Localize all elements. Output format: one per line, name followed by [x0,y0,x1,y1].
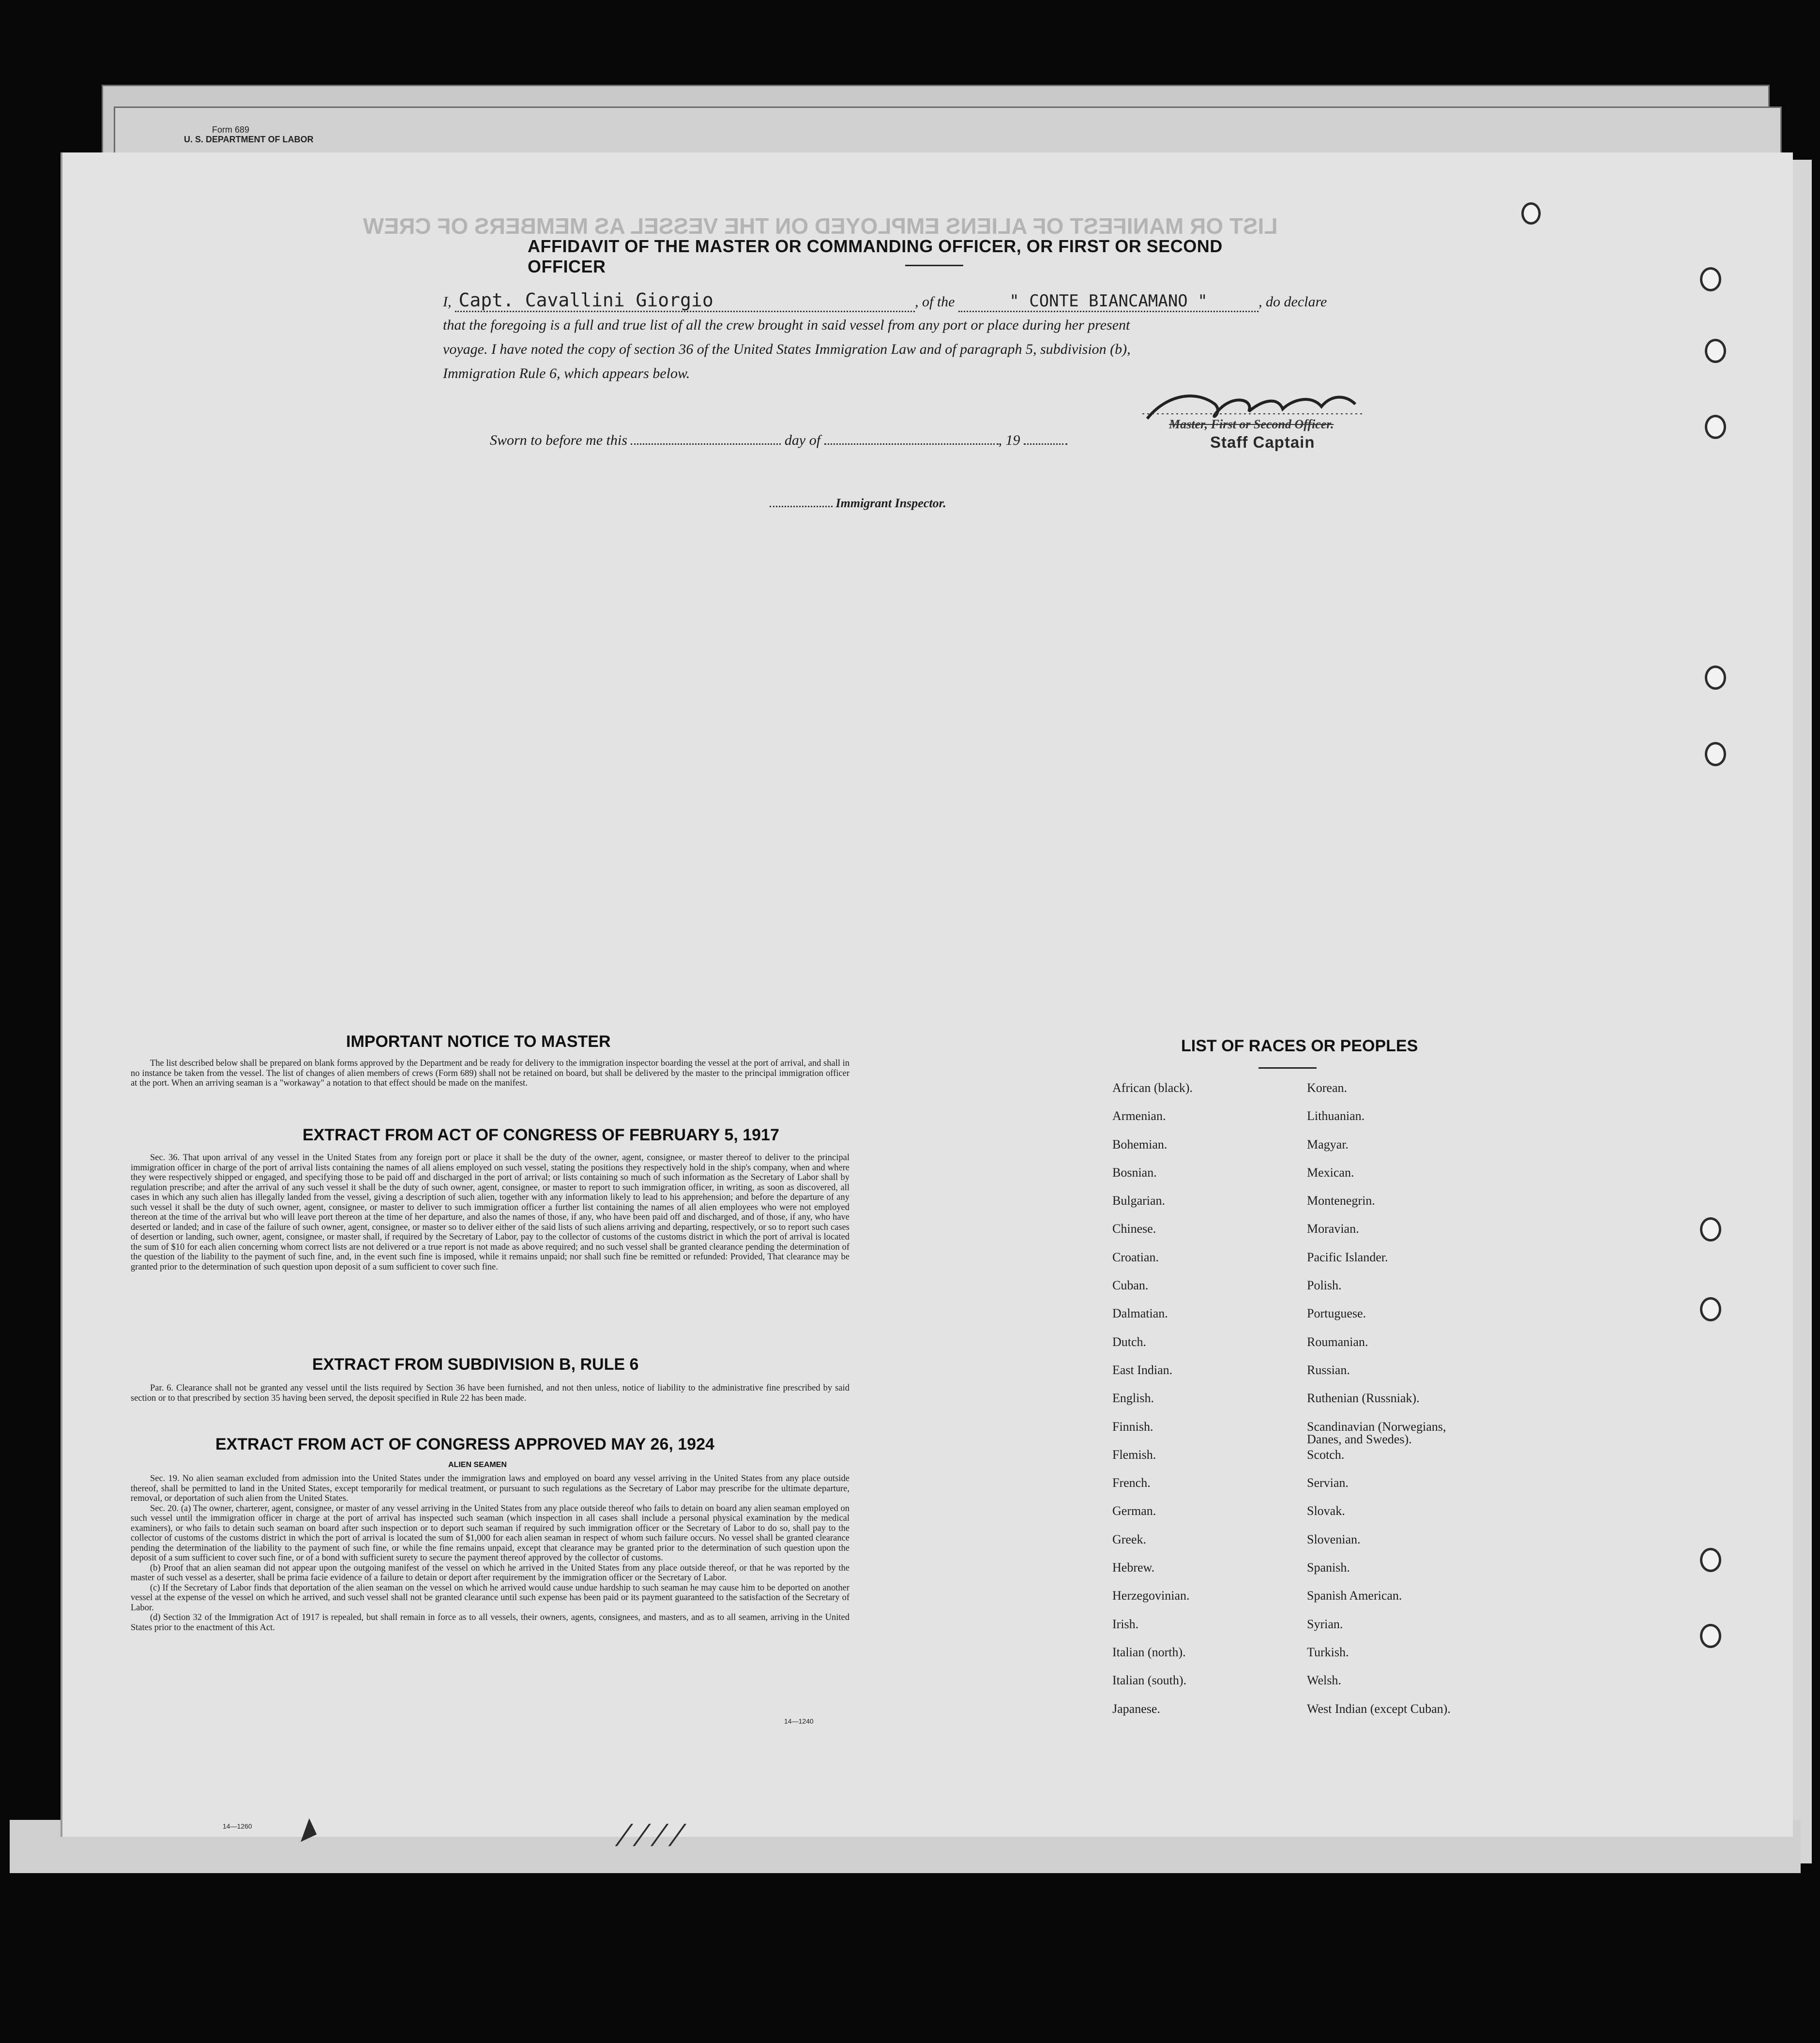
race-item: Bohemian. [1112,1137,1168,1151]
race-item: Hebrew. [1112,1560,1155,1575]
punch-hole [1700,1548,1721,1572]
sworn-day-field[interactable] [631,443,781,445]
do-declare-label: , do declare [1259,294,1327,310]
inspector-label: Immigrant Inspector. [835,496,946,510]
punch-hole [1705,415,1726,439]
bottom-tally-marks: / / / / [616,1819,685,1850]
extract-1924-body [131,1474,849,1633]
race-item: Portuguese. [1307,1306,1366,1321]
race-item: Greek. [1112,1532,1147,1546]
sworn-line [490,432,1067,449]
vessel-name: " CONTE BIANCAMANO " [1009,291,1208,311]
notice-text: The list described below shall be prepared on blank forms approved by the Department and be ready for delivery to the immigration inspector boarding the vessel at the port of arrival, and shall in no instance be taken from the vessel. The list of changes of alien members of crews (Form 689) shall not be retained on board, but shall be delivered by the master to the principal immigration officer at the port. When an arriving seaman is a "workaway" a notation to that effect should be made on the manifest. [131,1059,849,1088]
section-20b: (b) Proof that an alien seaman did not appear upon the outgoing manifest of the vessel on which he arrived in the United States from any place outside thereof, or that he was reported by the master of such vessel as a deserter, shall be prima facie evidence of a failure to detain or deport after requirement by the immigration officer or the Secretary of Labor. [131,1563,849,1583]
signer-caption: Master, First or Second Officer. [1169,417,1334,431]
section-20a: Sec. 20. (a) The owner, charterer, agent, consignee, or master of any vessel arriving in the United States from any place outside thereof who fails to detain on board any alien seaman employed on such vessel until the immigration officer in charge at the port of arrival has inspected such seaman (which inspection in all cases shall include a personal physical examination by the medical examiners), or who fails to detain such seaman on board after such inspection or to deport such seaman if required by such immigration officer or the Secretary of Labor to do so, shall pay to the collector of customs of the customs district in which the port of arrival is located the sum of $1,000 for each alien seaman in respect of whom such failure occurs. No vessel shall be granted clearance pending the determination of the liability to the payment of such fine, or while the fine remains unpaid, except that clearance may be granted prior to the determination of such question upon the deposit of a sum sufficient to cover such fine, or of a bond with sufficient surety to secure the payment thereof approved by the collector of customs. [131,1503,849,1563]
race-item: Welsh. [1307,1673,1341,1688]
section-20d: (d) Section 32 of the Immigration Act of 1917 is repealed, but shall remain in force as to all vessels, their owners, agents, consignees, and masters, and as to all seamen, arriving in the United States prior to the enactment of this Act. [131,1613,849,1633]
punch-hole [1700,1297,1721,1321]
races-right-column [1307,1082,1481,1731]
punch-hole [1521,202,1541,225]
bottom-stamp-mark: ◢ [290,1812,318,1845]
affidavit-line-2: that the foregoing is a full and true list of all the crew brought in said vessel from any port or place during her present [443,317,1130,333]
race-item: Scotch. [1307,1447,1345,1462]
races-divider [1259,1067,1317,1069]
race-item: African (black). [1112,1081,1193,1095]
race-item: Dutch. [1112,1334,1147,1349]
race-item: Herzegovinian. [1112,1589,1190,1603]
race-item: Syrian. [1307,1617,1343,1631]
race-item: East Indian. [1112,1362,1173,1377]
sworn-year-field[interactable] [1024,443,1067,445]
extract-1917-heading: EXTRACT FROM ACT OF CONGRESS OF FEBRUARY 5, 1917 [303,1126,779,1144]
punch-hole [1705,339,1726,363]
rule6-text: Par. 6. Clearance shall not be granted any vessel until the lists required by Section 36 have been furnished, and not then unless, notice of liability to the administrative fine prescribed by said section or to that prescribed by section 35 having been served, the deposit specified in Rule 22 has been made. [131,1383,849,1403]
race-item: Finnish. [1112,1419,1153,1434]
race-item: Spanish. [1307,1560,1350,1575]
race-item: Russian. [1307,1362,1350,1377]
race-item: Servian. [1307,1476,1349,1490]
extract-1924-heading: EXTRACT FROM ACT OF CONGRESS APPROVED MAY 26, 1924 [215,1435,714,1453]
signer-title: Staff Captain [1210,433,1315,451]
race-item: Turkish. [1307,1645,1349,1659]
race-item: Magyar. [1307,1137,1349,1151]
punch-hole [1700,267,1721,291]
races-left-column [1112,1082,1193,1731]
day-of-label: day of [784,432,821,448]
punch-hole [1705,742,1726,766]
inspector-signature-field[interactable] [770,506,833,507]
race-item: German. [1112,1504,1156,1518]
back-sheet-department: U. S. DEPARTMENT OF LABOR [184,135,314,144]
form-number: 14—1240 [784,1717,814,1725]
affidavit-title: AFFIDAVIT OF THE MASTER OR COMMANDING OFFICER, OR FIRST OR SECOND OFFICER [528,236,1223,276]
bottom-form-number: 14—1260 [223,1822,252,1830]
race-item: French. [1112,1476,1151,1490]
title-divider [905,265,963,266]
sworn-month-field[interactable] [824,443,999,445]
race-item: Armenian. [1112,1109,1166,1123]
affidavit-line-1 [443,289,1327,312]
rule6-heading: EXTRACT FROM SUBDIVISION B, RULE 6 [312,1355,639,1374]
race-item: Cuban. [1112,1278,1149,1293]
race-item: Italian (south). [1112,1673,1187,1688]
section-20c: (c) If the Secretary of Labor finds that deportation of the alien seaman on the vessel on which he arrived would cause undue hardship to such seaman he may cause him to be deported on another vessel at the expense of the vessel on which he arrived, and such vessel shall not be granted clearance until such expense has been paid or its payment guaranteed to the satisfaction of the Secretary of Labor. [131,1583,849,1613]
extract-1917-body [131,1153,849,1272]
race-item: Scandinavian (Norwegians, Danes, and Swedes). [1307,1419,1446,1446]
inspector-line [770,496,946,511]
race-item: Croatian. [1112,1250,1159,1264]
race-item: Japanese. [1112,1701,1160,1716]
line-prefix: I, [443,294,452,310]
race-item: West Indian (except Cuban). [1307,1701,1451,1716]
of-the-label: , of the [915,294,955,310]
race-item: English. [1112,1391,1154,1406]
race-item: Slovak. [1307,1504,1345,1518]
race-item: Korean. [1307,1081,1348,1095]
race-item: Roumanian. [1307,1334,1368,1349]
race-item: Montenegrin. [1307,1194,1375,1208]
alien-seamen-subheading: ALIEN SEAMEN [448,1461,507,1469]
race-item: Italian (north). [1112,1645,1186,1659]
back-sheet-form-number: Form 689 [212,125,250,135]
sworn-label: Sworn to before me this [490,432,627,448]
rule6-body [131,1383,849,1403]
race-item: Mexican. [1307,1165,1354,1180]
race-item: Pacific Islander. [1307,1250,1388,1264]
affidavit-line-4: Immigration Rule 6, which appears below. [443,365,690,381]
bleed-through-header: LIST OR MANIFEST OF ALIENS EMPLOYED ON THE VESSEL AS MEMBERS OF CREW [363,213,1278,239]
race-item: Dalmatian. [1112,1306,1168,1321]
punch-hole [1700,1217,1721,1241]
race-item: Bosnian. [1112,1165,1157,1180]
race-item: Bulgarian. [1112,1194,1166,1208]
race-item: Lithuanian. [1307,1109,1365,1123]
section-19: Sec. 19. No alien seaman excluded from admission into the United States under the immigration laws and employed on board any vessel arriving in the United States from any place outside thereof, shall be permitted to land in the United States, except temporarily for medical treatment, or pursuant to such regulations as the Secretary of Labor may prescribe for the ultimate departure, removal, or deportation of such alien from the United States. [131,1474,849,1503]
vessel-name-field[interactable] [958,291,1259,312]
punch-hole [1700,1624,1721,1648]
race-item: Irish. [1112,1617,1139,1631]
extract-1917-text: Sec. 36. That upon arrival of any vessel in the United States from any foreign port or place it shall be the duty of the owner, agent, consignee, or master thereof to deliver to the principal immigration officer in charge of the port of arrival lists containing the names of all aliens employed on such vessel, stating the positions they respectively hold in the ship's company, when and where they were respectively shipped or engaged, and specifying those to be paid off and discharged in the port of arrival; or lists containing so much of such information as the Secretary of Labor shall by regulation prescribe; and after the arrival of any such vessel it shall be the duty of such owner, agent, consignee, or master to report to such immigration officer, in writing, as soon as discovered, all cases in which any such alien has illegally landed from the vessel, giving a description of such alien, together with any information likely to lead to his apprehension; and before the departure of any such vessel it shall be the duty of such owner, agent, consignee, or master to deliver to such immigration officer a further list containing the names of all alien employees who were not employed thereon at the time of the arrival but who will leave port thereon at the time of her departure, and also the names of those, if any, who have been paid off and discharged, and of those, if any, who have deserted or landed; and in case of the failure of such owner, agent, consignee, or master so to deliver either of the said lists of such aliens arriving and departing, respectively, or so to report such cases of desertion or landing, such owner, agent, consignee, or master shall, if required by the Secretary of Labor, pay to the collector of customs of the customs district in which the port of arrival is located the sum of $10 for each alien concerning whom correct lists are not delivered or a true report is not made as above required; and no such vessel shall be granted clearance pending the determination of the question of the liability to the payment of such fine, and, in the event such fine is imposed, while it remains unpaid; nor shall such fine be remitted or refunded: Provided, That clearance may be granted prior to the determination of such question upon deposit of a sum sufficient to cover such fine. [131,1153,849,1272]
race-item: Slovenian. [1307,1532,1361,1546]
race-item: Spanish American. [1307,1589,1402,1603]
punch-hole [1705,666,1726,690]
notice-heading: IMPORTANT NOTICE TO MASTER [346,1032,611,1051]
affidavit-line-3: voyage. I have noted the copy of section 36 of the United States Immigration Law and of paragraph 5, subdivision (b), [443,341,1131,357]
race-item: Moravian. [1307,1222,1359,1236]
race-item: Ruthenian (Russniak). [1307,1391,1420,1406]
races-heading: LIST OF RACES OR PEOPLES [1181,1037,1418,1055]
notice-body [131,1059,849,1089]
race-item: Flemish. [1112,1447,1156,1462]
master-name-field[interactable] [455,289,915,312]
race-item: Chinese. [1112,1222,1156,1236]
year-prefix: , 19 [998,432,1020,448]
master-name: Capt. Cavallini Giorgio [458,289,713,311]
race-item: Polish. [1307,1278,1342,1293]
